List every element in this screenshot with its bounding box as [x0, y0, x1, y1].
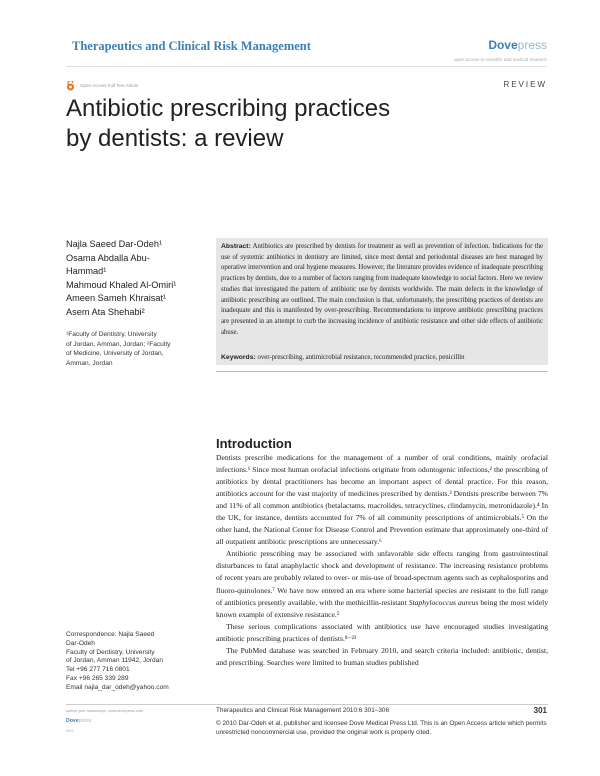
open-access-icon	[66, 81, 75, 91]
author-line: Osama Abdalla Abu-	[66, 252, 150, 263]
open-access-label: Open Access Full Text Article	[80, 83, 138, 88]
footer-divider	[66, 704, 548, 705]
correspondence-line: Fax +96 265 339 289	[66, 674, 129, 682]
keywords-label: Keywords:	[221, 354, 256, 361]
keywords-text: over-prescribing, antimicrobial resistance, recommended practice, penicillin	[257, 354, 465, 361]
article-type: REVIEW	[503, 80, 547, 89]
paragraph: The PubMed database was searched in February 2010, and search criteria included: antibiotic, dentist, and prescribing. Searches were limited to human studies published	[216, 645, 548, 667]
correspondence-email[interactable]: Email najla_dar_odeh@yahoo.com	[66, 683, 169, 691]
paragraph: Dentists prescribe medications for the management of a number of oral conditions, mainly orofacial infections.¹ Since most human orofacial infections originate from odontogenic infections,² the prescribing of antibiotics by dental practitioners has become an important aspect of dental practice. For this reason, antibiotics account for the vast majority of medicines prescribed by dentists.³ Dentists prescribe between 7% and 11% of all common antibiotics (betalactams, macrolides, tetracyclines, clindamycin, metronidazole).⁴ In the UK, for instance, dentists accounted for 7% of all community prescriptions of antimicrobials.⁵ On the other hand, the National Center for Disease Control and Prevention estimate that approximately one-third of all outpatient antibiotic prescriptions are unnecessary.⁶	[216, 453, 548, 547]
affiliation-line: Amman, Jordan	[66, 359, 113, 367]
journal-citation: Therapeutics and Clinical Risk Management 2010:6 301–306	[216, 707, 390, 714]
correspondence-line: Faculty of Dentistry, University	[66, 648, 155, 656]
author-list	[66, 238, 216, 320]
body-text	[216, 452, 548, 669]
author-line: Ameen Sameh Khraisat¹	[66, 293, 167, 304]
abstract-label: Abstract:	[221, 243, 251, 250]
affiliation-line: ¹Faculty of Dentistry, University	[66, 331, 157, 338]
journal-title: Therapeutics and Clinical Risk Management	[72, 39, 311, 53]
article-title	[66, 94, 446, 154]
section-heading-introduction: Introduction	[216, 436, 292, 451]
abstract-box	[216, 238, 548, 365]
affiliations	[66, 330, 216, 368]
affiliation-line: of Medicine, University of Jordan,	[66, 350, 164, 357]
correspondence-line: Tel +96 277 716 0801	[66, 666, 130, 674]
abstract-text: Antibiotics are prescribed by dentists for treatment as well as prevention of infection. Indications for the use of systemic antibiotics in dentistry are limited, since most dental and periodontal diseases are best managed by operative intervention and oral hygiene measures. However, the literature provides evidence of inadequate prescribing practices by dentists, due to a number of factors ranging from inadequate knowledge to social factors. Here we review studies that investigated the pattern of antibiotic use by dentists worldwide. The main defects in the knowledge of antibiotic prescribing are outlined. The main conclusion is that, unfortunately, the prescribing practices of dentists are inadequate and this is manifested by over-prescribing. Recommendations to improve antibiotic prescribing practices are presented in an attempt to curb the increasing incidence of antibiotic resistance and other side effects of antibiotic abuse.	[221, 243, 544, 336]
publisher-dove: Dove	[488, 38, 518, 52]
keywords	[216, 353, 548, 363]
author-line: Mahmoud Khaled Al-Omiri¹	[66, 279, 177, 290]
author-line: Hammad¹	[66, 266, 107, 277]
correspondence	[66, 631, 206, 693]
title-line-1: Antibiotic prescribing practices	[66, 95, 391, 122]
copyright-notice: © 2010 Dar-Odeh et al, publisher and licensee Dove Medical Press Ltd. This is an Open Access article which permits unrestricted noncommercial use, provided the original work is properly cited.	[216, 720, 547, 736]
correspondence-line: Dar-Odeh	[66, 639, 95, 647]
publisher-press: press	[517, 38, 547, 52]
publisher-tagline: open access to scientific and medical research	[453, 57, 547, 62]
author-line: Asem Ata Shehabi²	[66, 306, 145, 317]
affiliation-line: of Jordan, Amman, Jordan; ²Faculty	[66, 340, 171, 348]
page-number: 301	[533, 706, 547, 715]
species-name: Staphylococcus aureus	[408, 597, 479, 607]
correspondence-line: of Jordan, Amman 11942, Jordan	[66, 657, 164, 665]
author-line: Najla Saeed Dar-Odeh¹	[66, 239, 163, 249]
title-line-2: by dentists: a review	[66, 125, 284, 152]
publisher-logo[interactable]	[488, 38, 547, 52]
abstract-divider	[216, 371, 548, 372]
submit-manuscript-link[interactable]: submit your manuscript | www.dovepress.com	[66, 709, 144, 713]
doi: DOI:	[66, 729, 74, 733]
paragraph: Antibiotic prescribing may be associated with unfavorable side effects ranging from gastrointestinal disturbances to fatal anaphylactic shock and development of resistance. The increasing resistance problems of recent years are probably related to over- or mis-use of broad-spectrum agents such as cephalosporins and fluoro-quinolones.⁷ We have now entered an era where some bacterial species are resistant to the full range of antibiotics presently available, with the methicillin-resistant Staphylococcus aureus being the most widely known example of extensive resistance.⁵	[216, 549, 548, 619]
paragraph: These serious complications associated with antibiotics use have encouraged studies investigating antibiotic prescribing practices of dentists.⁸⁻²³	[216, 621, 548, 643]
correspondence-line: Correspondence: Najla Saeed	[66, 631, 155, 638]
footer-publisher-logo[interactable]: Dovepress	[66, 718, 92, 724]
header-divider	[66, 66, 547, 67]
